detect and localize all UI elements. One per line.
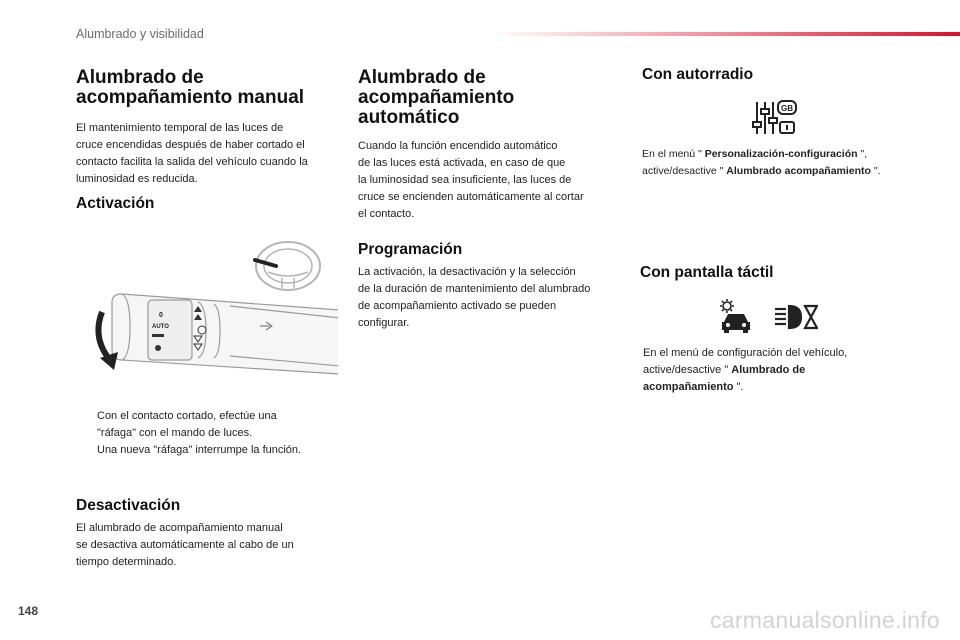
light-stalk-illustration: [90, 232, 338, 378]
radio-title: Con autorradio: [642, 66, 754, 83]
radio-menu-name: Personalización-configuración: [704, 148, 858, 160]
touch-option-name: Alumbrado de: [731, 364, 806, 376]
header-accent-line: [490, 32, 960, 36]
touch-option-name: acompañamiento: [643, 381, 734, 393]
running-header: Alumbrado y visibilidad: [76, 27, 204, 41]
touch-text-part: active/desactive ": [643, 364, 729, 376]
watermark: carmanualsonline.info: [709, 607, 940, 633]
deactivation-line: El alumbrado de acompañamiento manual: [76, 522, 283, 534]
radio-text-part: ".: [873, 165, 881, 177]
programming-text: [358, 264, 633, 332]
auto-title-line2: acompañamiento: [358, 87, 515, 108]
deactivation-line: se desactiva automáticamente al cabo de un: [76, 539, 294, 551]
step-line: Con el contacto cortado, efectúe una: [97, 410, 277, 422]
programming-line: La activación, la desactivación y la selección: [358, 266, 576, 278]
radio-text-part: En el menú ": [642, 148, 702, 160]
vehicle-settings-icon: [718, 298, 754, 334]
activation-steps: [76, 408, 346, 459]
manual-intro: [76, 120, 346, 188]
deactivation-title: Desactivación: [76, 497, 181, 514]
manual-title-line2: acompañamiento manual: [76, 87, 305, 108]
touch-text: [643, 345, 943, 396]
auto-section-title: [358, 68, 514, 128]
radio-settings-icon: [752, 100, 798, 136]
deactivation-text: [76, 520, 346, 571]
radio-icon-label: GB: [781, 104, 793, 113]
manual-section-title: [76, 68, 304, 108]
auto-intro-line: Cuando la función encendido automático: [358, 140, 558, 152]
stalk-zero-label: 0: [159, 312, 163, 319]
page-number: 148: [18, 604, 39, 618]
touch-title: Con pantalla táctil: [640, 264, 774, 281]
auto-title-line1: Alumbrado de: [358, 67, 486, 88]
touch-text-part: ".: [736, 381, 744, 393]
list-item: [76, 408, 346, 442]
radio-text-part: ",: [860, 148, 868, 160]
auto-intro: [358, 138, 628, 223]
stalk-body: [112, 294, 338, 374]
auto-intro-line: cruce se encienden automáticamente al cortar: [358, 191, 584, 203]
programming-title: Programación: [358, 241, 463, 258]
auto-intro-line: de las luces está activada, en caso de que: [358, 157, 566, 169]
radio-option-name: Alumbrado acompañamiento: [726, 165, 871, 177]
list-item: [76, 442, 346, 459]
auto-intro-line: la luminosidad sea insuficiente, las luces de: [358, 174, 572, 186]
follow-me-home-icon: [774, 304, 818, 330]
touch-text-line: En el menú de configuración del vehículo,: [643, 347, 848, 359]
manual-intro-line: cruce encendidas después de haber cortado el: [76, 139, 305, 151]
step-line: "ráfaga" con el mando de luces.: [97, 427, 253, 439]
step-line: Una nueva "ráfaga" interrumpe la función.: [97, 444, 302, 456]
manual-intro-line: contacto facilita la salida del vehículo cuando la: [76, 156, 308, 168]
stalk-auto-label: AUTO: [152, 324, 169, 330]
programming-line: de acompañamiento activado se pueden: [358, 300, 557, 312]
radio-text-part: active/desactive ": [642, 165, 724, 177]
manual-intro-line: El mantenimiento temporal de las luces de: [76, 122, 284, 134]
radio-text: [642, 146, 942, 180]
auto-intro-line: el contacto.: [358, 208, 415, 220]
auto-title-line3: automático: [358, 107, 460, 128]
deactivation-line: tiempo determinado.: [76, 556, 177, 568]
manual-intro-line: luminosidad es reducida.: [76, 173, 198, 185]
programming-line: de la duración de mantenimiento del alumbrado: [358, 283, 591, 295]
activation-title: Activación: [76, 195, 155, 212]
programming-line: configurar.: [358, 317, 410, 329]
manual-title-line1: Alumbrado de: [76, 67, 204, 88]
steering-wheel-icon: [256, 242, 320, 290]
